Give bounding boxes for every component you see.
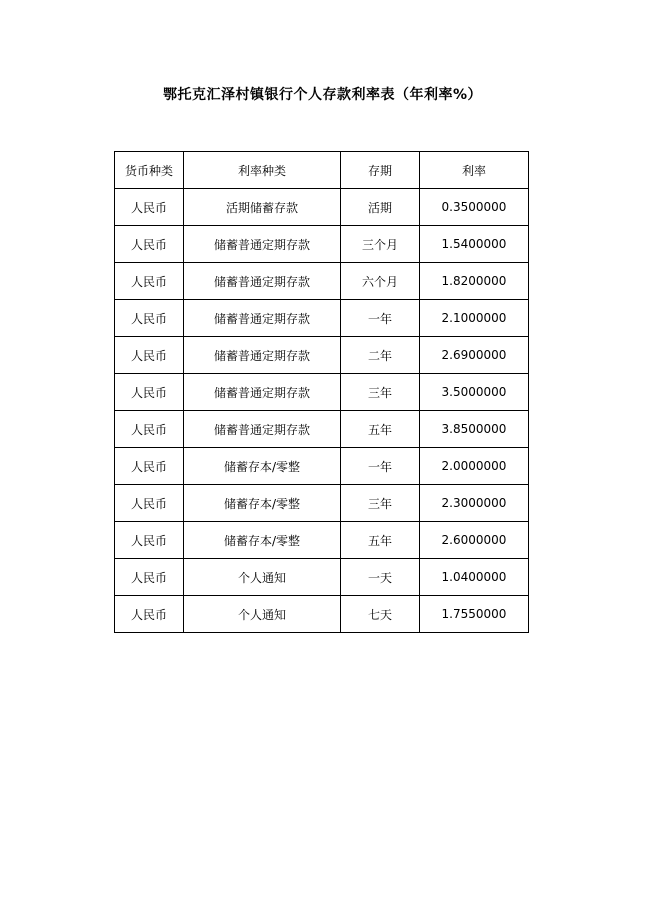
cell-rate-type: 储蓄存本/零整: [184, 485, 341, 522]
cell-rate-type: 储蓄普通定期存款: [184, 337, 341, 374]
cell-currency: 人民币: [115, 596, 184, 633]
table-row: [115, 300, 529, 337]
cell-rate-type: 个人通知: [184, 559, 341, 596]
cell-currency: 人民币: [115, 559, 184, 596]
cell-rate-type: 个人通知: [184, 596, 341, 633]
cell-currency: 人民币: [115, 263, 184, 300]
table-row: [115, 559, 529, 596]
cell-currency: 人民币: [115, 189, 184, 226]
cell-term: 五年: [341, 411, 420, 448]
cell-term: 六个月: [341, 263, 420, 300]
page-title: 鄂托克汇泽村镇银行个人存款利率表（年利率%）: [162, 87, 483, 103]
header-currency: 货币种类: [115, 152, 184, 189]
cell-rate-type: 储蓄普通定期存款: [184, 300, 341, 337]
cell-rate: 2.6000000: [420, 522, 529, 559]
cell-currency: 人民币: [115, 411, 184, 448]
table-header-row: [115, 152, 529, 189]
header-rate: 利率: [420, 152, 529, 189]
cell-term: 一天: [341, 559, 420, 596]
cell-rate: 3.5000000: [420, 374, 529, 411]
cell-rate: 2.6900000: [420, 337, 529, 374]
cell-rate-type: 储蓄普通定期存款: [184, 374, 341, 411]
table-row: [115, 337, 529, 374]
cell-rate: 1.8200000: [420, 263, 529, 300]
cell-rate-type: 储蓄普通定期存款: [184, 226, 341, 263]
cell-rate: 1.0400000: [420, 559, 529, 596]
table-row: [115, 411, 529, 448]
table-row: [115, 263, 529, 300]
cell-rate: 2.3000000: [420, 485, 529, 522]
cell-currency: 人民币: [115, 300, 184, 337]
header-term: 存期: [341, 152, 420, 189]
table-row: [115, 596, 529, 633]
cell-currency: 人民币: [115, 522, 184, 559]
cell-rate: 2.1000000: [420, 300, 529, 337]
cell-term: 一年: [341, 300, 420, 337]
table-row: [115, 189, 529, 226]
cell-term: 一年: [341, 448, 420, 485]
cell-term: 七天: [341, 596, 420, 633]
cell-currency: 人民币: [115, 226, 184, 263]
interest-rate-table: [114, 151, 529, 633]
cell-rate: 1.5400000: [420, 226, 529, 263]
cell-rate: 3.8500000: [420, 411, 529, 448]
cell-term: 三个月: [341, 226, 420, 263]
cell-term: 活期: [341, 189, 420, 226]
header-rate-type: 利率种类: [184, 152, 341, 189]
cell-currency: 人民币: [115, 374, 184, 411]
cell-rate-type: 活期储蓄存款: [184, 189, 341, 226]
table-row: [115, 522, 529, 559]
cell-rate: 0.3500000: [420, 189, 529, 226]
cell-rate-type: 储蓄普通定期存款: [184, 263, 341, 300]
cell-currency: 人民币: [115, 485, 184, 522]
cell-term: 二年: [341, 337, 420, 374]
cell-rate-type: 储蓄存本/零整: [184, 448, 341, 485]
table-row: [115, 485, 529, 522]
cell-rate-type: 储蓄存本/零整: [184, 522, 341, 559]
table-row: [115, 448, 529, 485]
cell-rate-type: 储蓄普通定期存款: [184, 411, 341, 448]
table-row: [115, 374, 529, 411]
cell-term: 三年: [341, 485, 420, 522]
cell-term: 五年: [341, 522, 420, 559]
cell-rate: 1.7550000: [420, 596, 529, 633]
cell-rate: 2.0000000: [420, 448, 529, 485]
table-row: [115, 226, 529, 263]
cell-currency: 人民币: [115, 337, 184, 374]
cell-currency: 人民币: [115, 448, 184, 485]
cell-term: 三年: [341, 374, 420, 411]
